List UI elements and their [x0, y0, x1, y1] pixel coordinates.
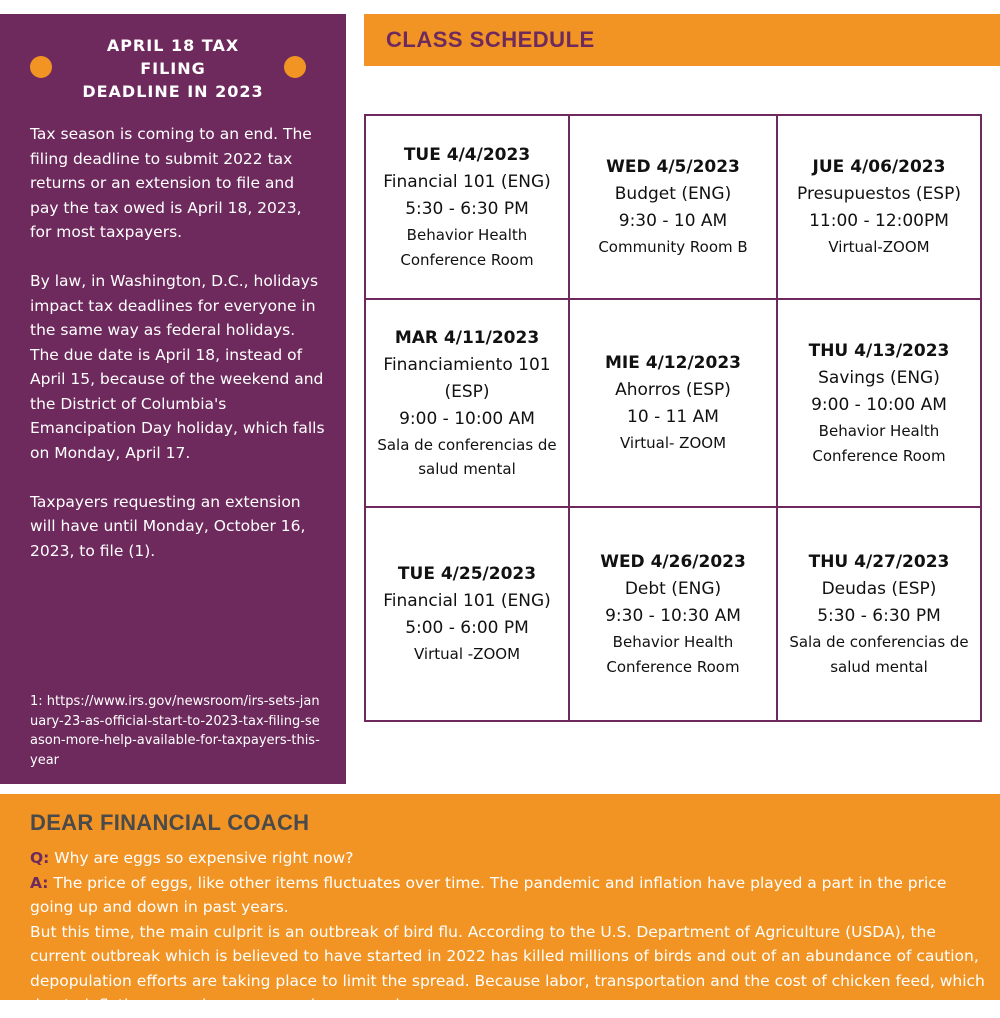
class-location: Virtual- ZOOM	[619, 434, 727, 453]
class-date: THU 4/27/2023	[808, 552, 950, 572]
class-title: Financial 101 (ENG)	[383, 591, 551, 612]
answer-label: A:	[30, 873, 49, 892]
class-time: 5:00 - 6:00 PM	[405, 618, 529, 639]
title-line: DEADLINE IN 2023	[82, 82, 264, 101]
class-location: Behavior Health Conference Room	[606, 633, 740, 676]
orange-dot-icon	[30, 56, 52, 78]
class-location: Behavior Health Conference Room	[812, 422, 946, 465]
class-schedule-title: CLASS SCHEDULE	[386, 27, 595, 52]
class-time: 9:30 - 10:30 AM	[605, 606, 741, 626]
tax-deadline-panel	[0, 14, 346, 784]
financial-coach-body	[30, 846, 985, 1018]
paragraph: Taxpayers requesting an extension will have until Monday, October 16, 2023, to file (1).	[30, 492, 306, 560]
title-line: FILING	[140, 59, 206, 78]
class-date: THU 4/13/2023	[808, 341, 950, 361]
class-time: 10 - 11 AM	[627, 407, 719, 428]
class-title: Deudas (ESP)	[821, 579, 937, 599]
footnote-link[interactable]: 1: https://www.irs.gov/newsroom/irs-sets-january-23-as-official-start-to-2023-tax-filing-season-more-help-available-for-taxpayers-this-year	[30, 694, 320, 768]
class-date: TUE 4/4/2023	[403, 145, 531, 165]
tax-deadline-body	[30, 122, 326, 563]
class-date: MAR 4/11/2023	[394, 327, 540, 348]
paragraph: The due date is April 18, instead of April 15, because of the weekend and the District of Columbia's Emancipation Day holiday, which falls on Monday, April 17.	[30, 345, 325, 462]
class-cell	[570, 116, 778, 300]
class-time: 9:00 - 10:00 AM	[399, 408, 535, 429]
answer	[30, 871, 985, 920]
class-time: 5:30 - 6:30 PM	[405, 199, 529, 219]
class-cell	[570, 508, 778, 720]
question	[30, 846, 985, 871]
class-schedule-grid	[364, 114, 982, 722]
class-time: 9:00 - 10:00 AM	[811, 395, 947, 415]
class-title: Budget (ENG)	[614, 184, 732, 205]
class-location: Sala de conferencias de salud mental	[377, 435, 557, 478]
class-location: Behavior Health Conference Room	[400, 226, 534, 269]
class-cell	[778, 116, 980, 300]
financial-coach-section	[0, 794, 1000, 1014]
class-location: Virtual -ZOOM	[413, 645, 521, 664]
class-cell	[366, 116, 570, 300]
class-cell	[366, 300, 570, 508]
class-time: 5:30 - 6:30 PM	[817, 606, 941, 626]
class-title: Debt (ENG)	[624, 579, 722, 599]
class-title: Savings (ENG)	[818, 368, 940, 388]
answer-text: The price of eggs, like other items fluctuates over time. The pandemic and inflation have played a part in the price going up and down in past years.	[30, 873, 947, 916]
class-title: Financial 101 (ENG)	[383, 172, 551, 192]
class-cell	[570, 300, 778, 508]
class-title: Financiamiento 101 (ESP)	[383, 354, 551, 402]
class-title: Presupuestos (ESP)	[797, 184, 961, 205]
answer-continued: But this time, the main culprit is an outbreak of bird flu. According to the U.S. Department of Agriculture (USDA), the current outbreak which is believed to have started in 2022 has killed millions of birds and out of an abundance of caution, depopulation efforts are taking place to limit the spread. Because labor, transportation and the cost of chicken feed, which due to inflation are going up, egg prices are going up.	[30, 922, 985, 1014]
tax-deadline-title	[60, 34, 286, 103]
title-line: APRIL 18 TAX	[106, 36, 240, 55]
class-title: Ahorros (ESP)	[615, 380, 731, 401]
paragraph: By law, in Washington, D.C., holidays impact tax deadlines for everyone in the same way as federal holidays.	[30, 272, 319, 339]
class-date: JUE 4/06/2023	[812, 157, 946, 178]
class-cell	[778, 300, 980, 508]
class-location: Sala de conferencias de salud mental	[789, 633, 969, 676]
orange-dot-icon	[284, 56, 306, 78]
paragraph: Tax season is coming to an end. The filing deadline to submit 2022 tax returns or an extension to file and pay the tax owed is April 18, 2023, for most taxpayers.	[30, 125, 312, 241]
question-text: Why are eggs so expensive right now?	[49, 849, 354, 867]
question-label: Q:	[30, 849, 50, 867]
class-time: 11:00 - 12:00PM	[809, 211, 949, 232]
class-schedule-header	[364, 14, 1000, 66]
class-date: WED 4/5/2023	[606, 157, 740, 178]
class-location: Virtual-ZOOM	[828, 238, 930, 257]
class-cell	[366, 508, 570, 720]
financial-coach-title: DEAR FINANCIAL COACH	[30, 810, 310, 835]
class-date: WED 4/26/2023	[600, 552, 746, 572]
class-date: TUE 4/25/2023	[397, 564, 537, 585]
class-location: Community Room B	[598, 238, 748, 257]
class-time: 9:30 - 10 AM	[618, 211, 728, 232]
class-date: MIE 4/12/2023	[605, 353, 741, 374]
class-cell	[778, 508, 980, 720]
